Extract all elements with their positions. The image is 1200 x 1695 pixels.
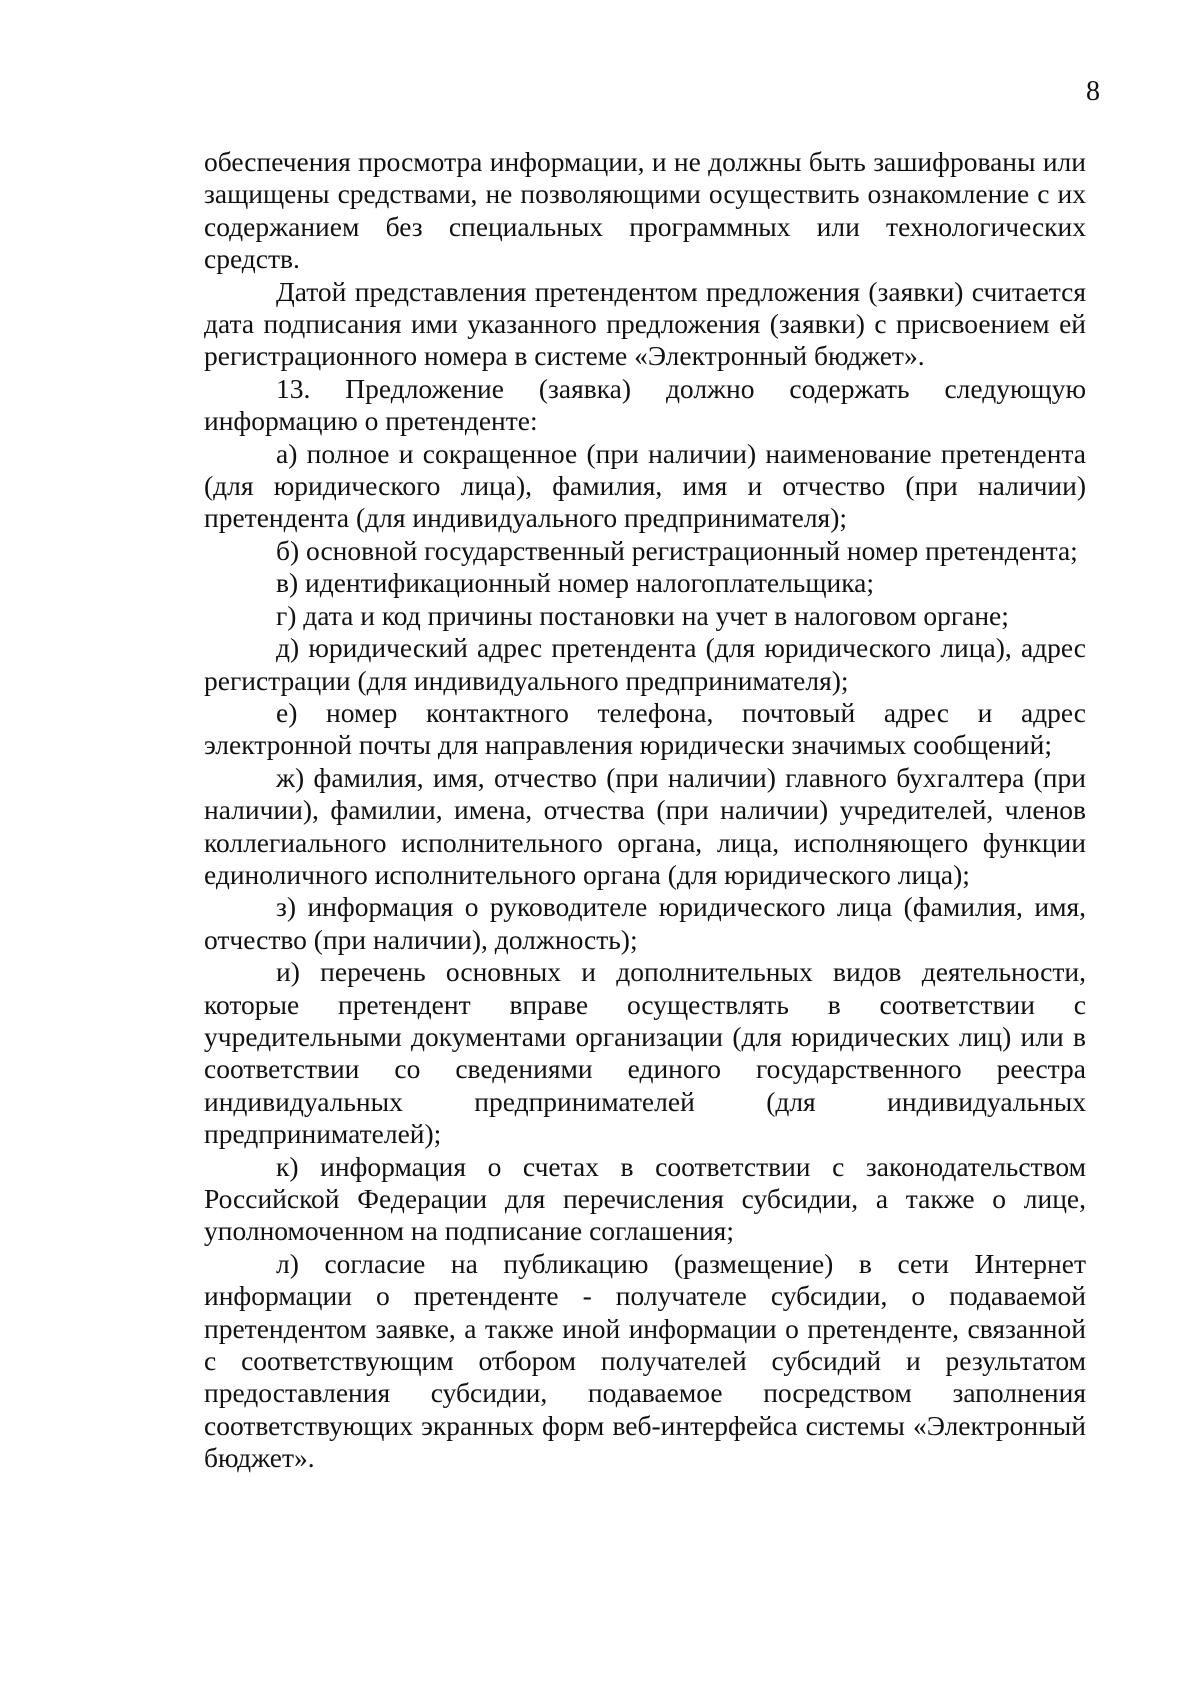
list-item-zh: ж) фамилия, имя, отчество (при наличии) главного бухгалтера (при наличии), фамилии, имена, отчества (при наличии) учредителей, членов коллегиального исполнительного органа, лица, исполняющего функции единоличного исполнительного органа (для юридического лица); — [204, 761, 1086, 890]
list-item-z: з) информация о руководителе юридического лица (фамилия, имя, отчество (при наличии), должность); — [204, 891, 1086, 955]
list-item-g: г) дата и код причины постановки на учет в налоговом органе; — [276, 599, 1009, 631]
list-item-b: б) основной государственный регистрационный номер претендента; — [276, 534, 1078, 566]
paragraph-submission-date: Датой представления претендентом предложения (заявки) считается дата подписания ими указанного предложения (заявки) с присвоением ей регистрационного номера в системе «Электронный бюджет». — [204, 275, 1086, 372]
list-item-d: д) юридический адрес претендента (для юридического лица), адрес регистрации (для индивидуального предпринимателя); — [204, 632, 1086, 696]
paragraph-item-13: 13. Предложение (заявка) должно содержать следующую информацию о претенденте: — [204, 372, 1086, 437]
list-item-k: к) информация о счетах в соответствии с законодательством Российской Федерации для перечисления субсидии, а также о лице, уполномоченном на подписание соглашения; — [204, 1150, 1086, 1247]
list-item-v: в) идентификационный номер налогоплательщика; — [276, 567, 875, 599]
list-item-e: е) номер контактного телефона, почтовый адрес и адрес электронной почты для направления юридически значимых сообщений; — [204, 696, 1086, 761]
list-item-i: и) перечень основных и дополнительных видов деятельности, которые претендент вправе осуществлять в соответствии с учредительными документами организации (для юридических лиц) или в соответствии со сведениями единого государственного реестра индивидуальных предпринимателей (для индивидуальных предпринимателей); — [204, 956, 1086, 1150]
list-item-a: а) полное и сокращенное (при наличии) наименование претендента (для юридического лица), фамилия, имя и отчество (при наличии) претендента (для индивидуального предпринимателя); — [204, 437, 1086, 534]
page-number: 8 — [1086, 76, 1100, 107]
document-body — [204, 146, 1086, 1475]
list-item-l: л) согласие на публикацию (размещение) в сети Интернет информации о претенденте - получателе субсидии, о подаваемой претендентом заявке, а также иной информации о претенденте, связанной с соответствующим отбором получателей субсидий и результатом предоставления субсидии, подаваемое посредством заполнения соответствующих экранных форм веб-интерфейса системы «Электронный бюджет». — [204, 1247, 1086, 1474]
paragraph-continuation: обеспечения просмотра информации, и не должны быть зашифрованы или защищены средствами, не позволяющими осуществить ознакомление с их содержанием без специальных программных или технологических средств. — [204, 146, 1086, 275]
